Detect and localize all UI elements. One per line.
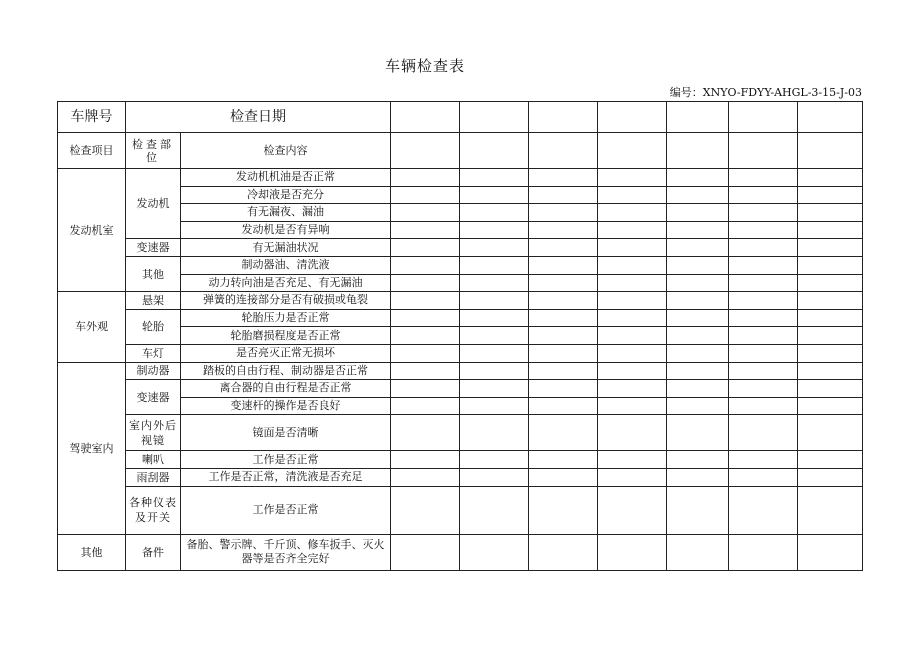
part-name: 变速器 (126, 380, 181, 415)
check-cell[interactable] (460, 274, 529, 292)
check-cell[interactable] (667, 292, 729, 310)
check-cell[interactable] (667, 380, 729, 398)
check-cell[interactable] (529, 327, 598, 345)
check-content: 轮胎压力是否正常 (181, 309, 391, 327)
content-header: 检查内容 (181, 133, 391, 169)
check-cell[interactable] (529, 256, 598, 274)
check-cell[interactable] (529, 468, 598, 486)
check-cell[interactable] (598, 534, 667, 570)
date-cell[interactable] (529, 102, 598, 133)
table-row (58, 415, 863, 451)
check-cell[interactable] (667, 309, 729, 327)
check-cell[interactable] (391, 186, 460, 204)
check-cell[interactable] (667, 274, 729, 292)
check-cell[interactable] (391, 256, 460, 274)
check-cell[interactable] (667, 169, 729, 187)
check-cell[interactable] (667, 256, 729, 274)
check-cell[interactable] (798, 362, 863, 380)
part-name: 雨刮器 (126, 468, 181, 486)
part-name: 备件 (126, 534, 181, 570)
check-cell[interactable] (391, 534, 460, 570)
check-cell[interactable] (667, 133, 729, 169)
check-cell[interactable] (598, 397, 667, 415)
check-cell[interactable] (598, 221, 667, 239)
check-cell[interactable] (460, 204, 529, 222)
check-cell[interactable] (529, 344, 598, 362)
check-cell[interactable] (598, 239, 667, 257)
table-row (58, 534, 863, 570)
check-cell[interactable] (729, 204, 798, 222)
check-cell[interactable] (729, 362, 798, 380)
check-cell[interactable] (460, 344, 529, 362)
check-cell[interactable] (391, 362, 460, 380)
check-cell[interactable] (798, 239, 863, 257)
check-cell[interactable] (729, 256, 798, 274)
check-content: 轮胎磨损程度是否正常 (181, 327, 391, 345)
check-cell[interactable] (598, 292, 667, 310)
check-cell[interactable] (460, 327, 529, 345)
check-cell[interactable] (598, 186, 667, 204)
check-cell[interactable] (460, 397, 529, 415)
check-cell[interactable] (798, 468, 863, 486)
table-row (58, 380, 863, 398)
check-cell[interactable] (391, 415, 460, 451)
check-cell[interactable] (598, 256, 667, 274)
part-name: 制动器 (126, 362, 181, 380)
section-name: 车外观 (58, 292, 126, 362)
check-cell[interactable] (729, 451, 798, 469)
check-cell[interactable] (460, 415, 529, 451)
check-cell[interactable] (798, 397, 863, 415)
check-cell[interactable] (529, 133, 598, 169)
check-cell[interactable] (391, 468, 460, 486)
check-cell[interactable] (391, 221, 460, 239)
check-cell[interactable] (460, 486, 529, 534)
check-cell[interactable] (729, 169, 798, 187)
check-cell[interactable] (667, 221, 729, 239)
check-cell[interactable] (391, 380, 460, 398)
check-cell[interactable] (391, 397, 460, 415)
check-content: 有无漏夜、漏油 (181, 204, 391, 222)
table-row (58, 344, 863, 362)
check-cell[interactable] (798, 309, 863, 327)
check-cell[interactable] (460, 239, 529, 257)
part-name: 室内外后视镜 (126, 415, 181, 451)
item-header: 检查项目 (58, 133, 126, 169)
check-cell[interactable] (529, 292, 598, 310)
check-cell[interactable] (460, 186, 529, 204)
inspection-table (57, 101, 863, 571)
check-content: 冷却液是否充分 (181, 186, 391, 204)
check-cell[interactable] (667, 468, 729, 486)
check-cell[interactable] (460, 256, 529, 274)
check-cell[interactable] (529, 239, 598, 257)
check-content: 制动器油、清洗液 (181, 256, 391, 274)
date-cell[interactable] (460, 102, 529, 133)
check-cell[interactable] (667, 451, 729, 469)
table-body (58, 102, 863, 571)
table-row (58, 256, 863, 274)
check-content: 踏板的自由行程、制动器是否正常 (181, 362, 391, 380)
check-cell[interactable] (667, 344, 729, 362)
check-cell[interactable] (529, 486, 598, 534)
part-name: 各种仪表及开关 (126, 486, 181, 534)
table-row (58, 451, 863, 469)
section-name: 发动机室 (58, 169, 126, 292)
check-cell[interactable] (460, 468, 529, 486)
check-cell[interactable] (391, 133, 460, 169)
check-cell[interactable] (529, 534, 598, 570)
check-content: 动力转向油是否充足、有无漏油 (181, 274, 391, 292)
check-cell[interactable] (391, 204, 460, 222)
check-cell[interactable] (598, 327, 667, 345)
check-cell[interactable] (798, 380, 863, 398)
check-cell[interactable] (798, 344, 863, 362)
check-cell[interactable] (460, 221, 529, 239)
check-cell[interactable] (529, 380, 598, 398)
check-cell[interactable] (798, 256, 863, 274)
check-cell[interactable] (391, 274, 460, 292)
check-cell[interactable] (391, 169, 460, 187)
check-cell[interactable] (798, 133, 863, 169)
check-cell[interactable] (729, 397, 798, 415)
check-cell[interactable] (391, 344, 460, 362)
check-cell[interactable] (667, 362, 729, 380)
check-content: 工作是否正常，清洗液是否充足 (181, 468, 391, 486)
date-cell[interactable] (598, 102, 667, 133)
check-cell[interactable] (729, 327, 798, 345)
date-cell[interactable] (729, 102, 798, 133)
check-cell[interactable] (798, 221, 863, 239)
table-row (58, 309, 863, 327)
check-content: 镜面是否清晰 (181, 415, 391, 451)
date-cell[interactable] (798, 102, 863, 133)
header-row-plate (58, 102, 863, 133)
check-cell[interactable] (529, 362, 598, 380)
check-content: 有无漏油状况 (181, 239, 391, 257)
check-cell[interactable] (729, 239, 798, 257)
check-cell[interactable] (798, 169, 863, 187)
check-cell[interactable] (729, 309, 798, 327)
check-cell[interactable] (391, 239, 460, 257)
check-cell[interactable] (729, 344, 798, 362)
check-cell[interactable] (391, 309, 460, 327)
table-row (58, 169, 863, 187)
form-title: 车辆检查表 (384, 57, 465, 75)
check-content: 备胎、警示牌、千斤顶、修车扳手、灭火器等是否齐全完好 (181, 534, 391, 570)
check-cell[interactable] (391, 486, 460, 534)
table-row (58, 468, 863, 486)
check-cell[interactable] (798, 292, 863, 310)
check-cell[interactable] (529, 204, 598, 222)
check-cell[interactable] (798, 274, 863, 292)
check-cell[interactable] (798, 415, 863, 451)
check-cell[interactable] (460, 380, 529, 398)
check-cell[interactable] (391, 451, 460, 469)
check-cell[interactable] (729, 292, 798, 310)
section-name: 其他 (58, 534, 126, 570)
check-cell[interactable] (598, 274, 667, 292)
check-cell[interactable] (667, 327, 729, 345)
check-content: 工作是否正常 (181, 486, 391, 534)
check-content: 离合器的自由行程是否正常 (181, 380, 391, 398)
check-cell[interactable] (667, 186, 729, 204)
check-cell[interactable] (529, 397, 598, 415)
check-cell[interactable] (798, 451, 863, 469)
check-cell[interactable] (729, 534, 798, 570)
check-content: 变速杆的操作是否良好 (181, 397, 391, 415)
part-header: 检查部位 (126, 133, 181, 169)
check-cell[interactable] (460, 451, 529, 469)
check-content: 发动机机油是否正常 (181, 169, 391, 187)
check-cell[interactable] (798, 486, 863, 534)
check-cell[interactable] (529, 221, 598, 239)
check-cell[interactable] (460, 534, 529, 570)
check-cell[interactable] (529, 451, 598, 469)
check-cell[interactable] (729, 221, 798, 239)
check-cell[interactable] (460, 292, 529, 310)
check-cell[interactable] (729, 415, 798, 451)
check-cell[interactable] (598, 133, 667, 169)
part-name: 轮胎 (126, 309, 181, 344)
plate-label: 车牌号 (58, 102, 126, 133)
check-cell[interactable] (529, 169, 598, 187)
check-cell[interactable] (598, 380, 667, 398)
check-content: 发动机是否有异响 (181, 221, 391, 239)
check-content: 工作是否正常 (181, 451, 391, 469)
check-cell[interactable] (729, 274, 798, 292)
part-name: 喇叭 (126, 451, 181, 469)
check-cell[interactable] (460, 133, 529, 169)
document-number: 编号：XNYO-FDYY-AHGL-3-15-J-03 (669, 86, 862, 99)
check-cell[interactable] (460, 362, 529, 380)
table-row (58, 239, 863, 257)
part-name: 悬架 (126, 292, 181, 310)
check-cell[interactable] (598, 344, 667, 362)
check-cell[interactable] (667, 534, 729, 570)
check-cell[interactable] (529, 186, 598, 204)
check-cell[interactable] (729, 380, 798, 398)
check-cell[interactable] (798, 534, 863, 570)
check-content: 是否亮灭正常无损坏 (181, 344, 391, 362)
check-cell[interactable] (598, 169, 667, 187)
part-name: 车灯 (126, 344, 181, 362)
date-cell[interactable] (667, 102, 729, 133)
header-row-columns (58, 133, 863, 169)
check-cell[interactable] (598, 486, 667, 534)
check-cell[interactable] (598, 362, 667, 380)
table-row (58, 486, 863, 534)
check-cell[interactable] (667, 397, 729, 415)
part-name: 其他 (126, 256, 181, 291)
part-name: 变速器 (126, 239, 181, 257)
check-cell[interactable] (529, 309, 598, 327)
check-cell[interactable] (598, 415, 667, 451)
check-cell[interactable] (667, 239, 729, 257)
check-cell[interactable] (729, 133, 798, 169)
check-cell[interactable] (598, 468, 667, 486)
date-label: 检查日期 (126, 102, 391, 133)
check-cell[interactable] (460, 309, 529, 327)
check-cell[interactable] (598, 204, 667, 222)
check-cell[interactable] (667, 204, 729, 222)
check-cell[interactable] (798, 327, 863, 345)
check-cell[interactable] (529, 274, 598, 292)
check-cell[interactable] (667, 415, 729, 451)
part-name: 发动机 (126, 169, 181, 239)
table-row (58, 292, 863, 310)
date-cell[interactable] (391, 102, 460, 133)
check-cell[interactable] (729, 486, 798, 534)
check-cell[interactable] (729, 468, 798, 486)
table-row (58, 362, 863, 380)
section-name: 驾驶室内 (58, 362, 126, 534)
check-cell[interactable] (460, 169, 529, 187)
check-cell[interactable] (798, 186, 863, 204)
check-cell[interactable] (529, 415, 598, 451)
check-content: 弹簧的连接部分是否有破损或龟裂 (181, 292, 391, 310)
check-cell[interactable] (391, 292, 460, 310)
check-cell[interactable] (598, 309, 667, 327)
check-cell[interactable] (667, 486, 729, 534)
check-cell[interactable] (729, 186, 798, 204)
check-cell[interactable] (391, 327, 460, 345)
check-cell[interactable] (598, 451, 667, 469)
check-cell[interactable] (798, 204, 863, 222)
